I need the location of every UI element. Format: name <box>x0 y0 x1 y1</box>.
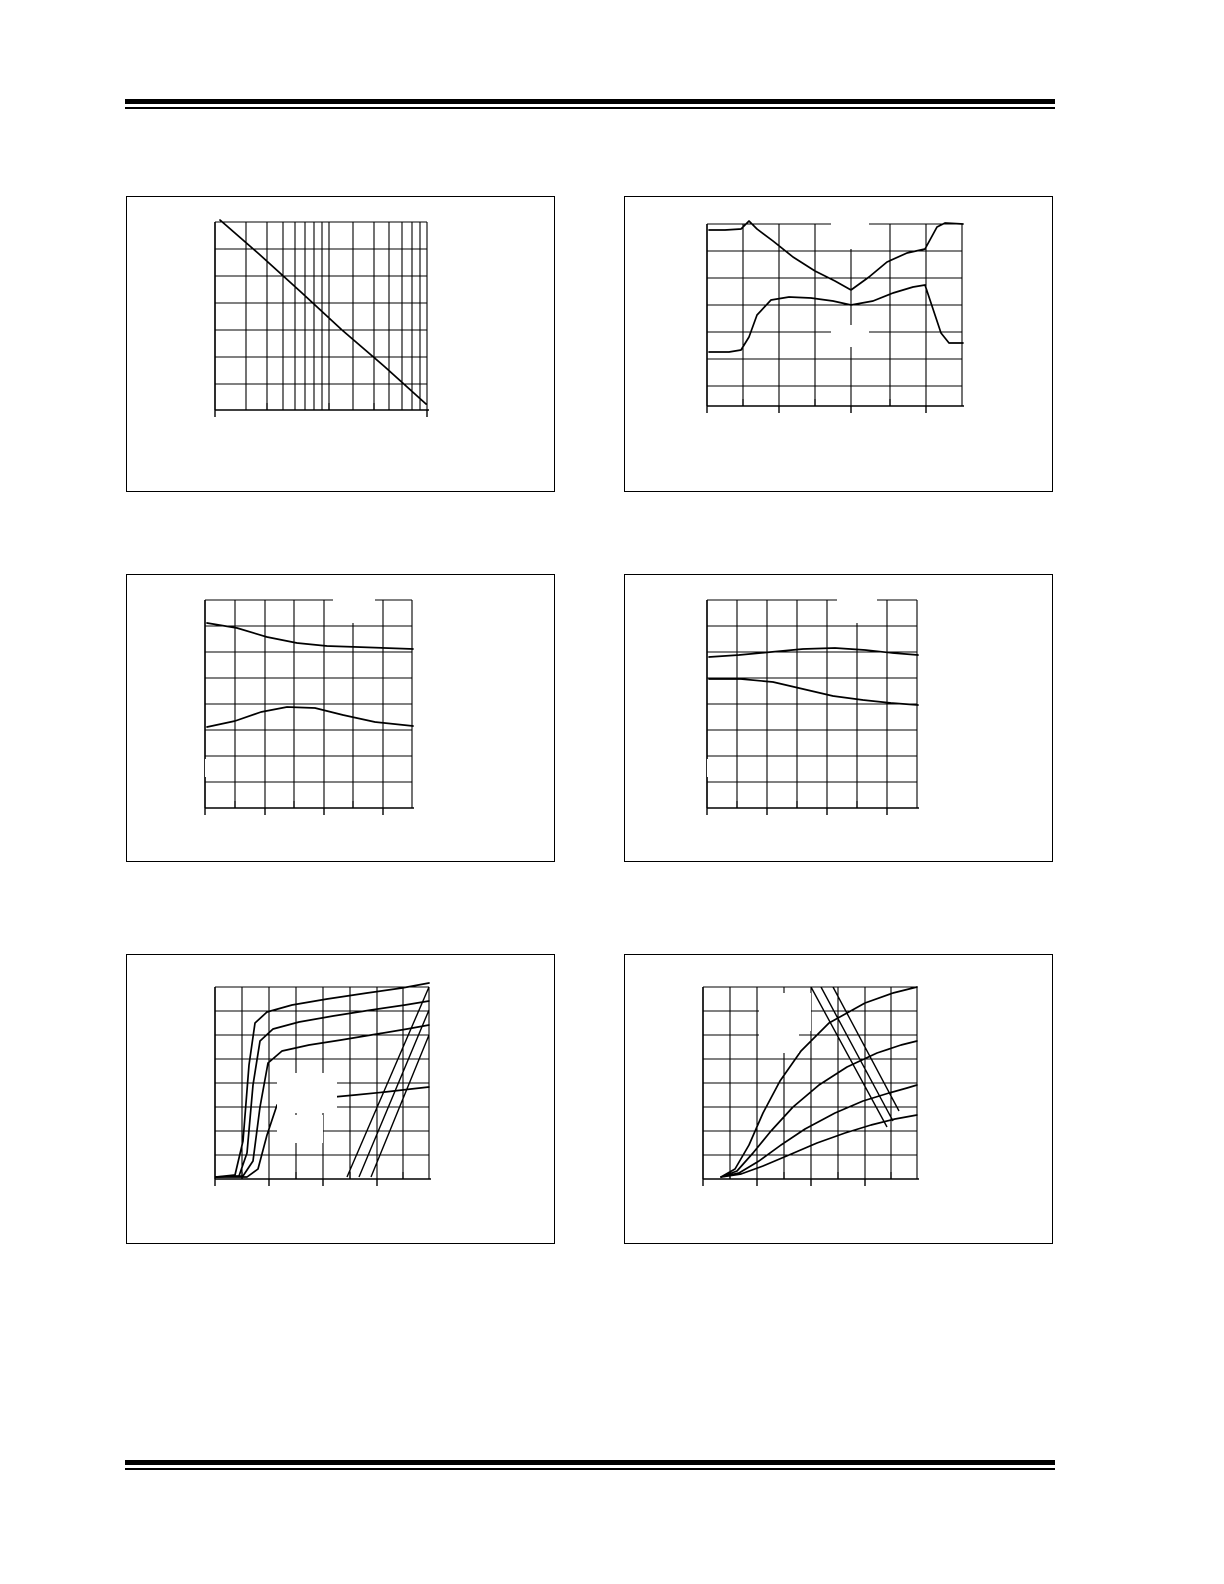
plot-area-bottom-left <box>127 955 554 1243</box>
footer-rule-thin <box>125 1468 1055 1470</box>
figure-top-right <box>624 196 1053 492</box>
plot-area-top-left <box>127 197 554 491</box>
figure-bottom-right <box>624 954 1053 1244</box>
plot-area-bottom-right <box>625 955 1052 1243</box>
page-footer-rule <box>125 1460 1055 1470</box>
plot-area-mid-right <box>625 575 1052 861</box>
figure-top-left <box>126 196 555 492</box>
figure-bottom-left <box>126 954 555 1244</box>
figure-mid-right <box>624 574 1053 862</box>
plot-area-mid-left <box>127 575 554 861</box>
plot-area-top-right <box>625 197 1052 491</box>
figure-mid-left <box>126 574 555 862</box>
